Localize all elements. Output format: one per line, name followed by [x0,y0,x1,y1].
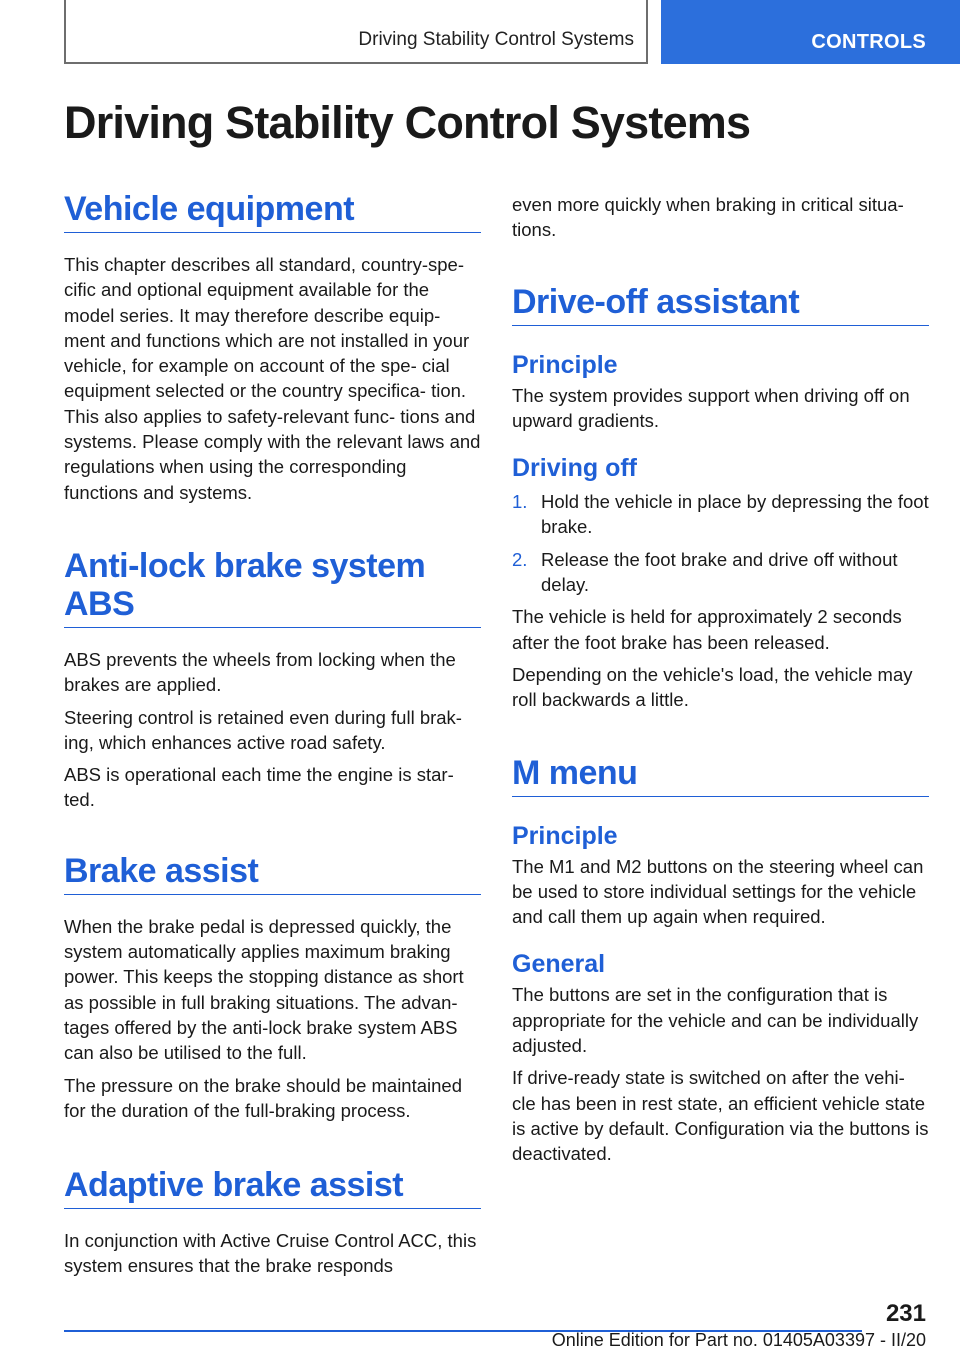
abs-text-2: Steering control is retained even during full brak- ing, which enhances active road safety. [64,706,462,753]
m-menu-general-text-2: If drive-ready state is switched on after the vehi- cle has been in rest state, an efficient vehicle state is active by default. Configuration via the buttons is deactivated. [512,1067,929,1165]
right-column [512,192,929,1167]
m-menu-general-text-1: The buttons are set in the configuration that is appropriate for the vehicle and can be individually adjusted. [512,984,919,1057]
heading-driving-off: Driving off [512,454,637,483]
brake-assist-text-1: When the brake pedal is depressed quickly, the system automatically applies maximum braking power. This keeps the stopping distance as short as possible in full braking situations. The advan- tages offered by the anti-lock brake system ABS can also be utilised to the full. [64,915,464,1064]
vehicle-equipment-text: This chapter describes all standard, country-spe- cific and optional equipment available for the model series. It may therefore describe equip- ment and functions which are not installed in your vehicle, for example on account of the spe- cial equipment selected or the country specifica- tion. This also applies to safety-relevant func- tions and systems. Please comply with the relevant laws and regulations when using the corresponding functions and systems. [64,254,481,503]
heading-abs [64,547,481,628]
heading-abs-line1: Anti-lock brake system [64,546,426,585]
heading-brake-assist: Brake assist [64,852,481,895]
step-text: Release the foot brake and drive off without delay. [541,548,898,596]
step-number: 2. [512,548,528,570]
heading-drive-off-principle: Principle [512,350,618,379]
driving-off-steps [512,489,929,597]
heading-m-menu: M menu [512,754,929,797]
brake-assist-text-2: The pressure on the brake should be maintained for the duration of the full-braking process. [64,1074,463,1121]
heading-abs-line2: ABS [64,584,135,623]
header-tab [661,0,960,64]
header-section-title [64,0,648,64]
step-text: Hold the vehicle in place by depressing the foot brake. [541,491,929,538]
page-title: Driving Stability Control Systems [64,97,751,148]
heading-m-menu-principle: Principle [512,821,618,850]
left-column [64,190,481,1279]
list-item [512,547,929,598]
heading-m-menu-general: General [512,950,606,979]
list-item [512,489,929,540]
header-section-title-text: Driving Stability Control Systems [358,29,634,50]
abs-text-1: ABS prevents the wheels from locking when the brakes are applied. [64,648,456,696]
heading-vehicle-equipment: Vehicle equipment [64,190,481,233]
page-number: 231 [885,1300,926,1327]
header-tab-label: CONTROLS [811,31,926,53]
continued-text: even more quickly when braking in critical situa- tions. [512,194,904,241]
footer-edition: Online Edition for Part no. 01405A03397 - II/20 [551,1330,926,1350]
drive-off-text-2: Depending on the vehicle's load, the vehicle may roll backwards a little. [512,663,913,711]
heading-adaptive-brake-assist: Adaptive brake assist [64,1166,481,1209]
heading-drive-off-assistant: Drive-off assistant [512,283,929,326]
step-number: 1. [512,491,528,513]
abs-text-3: ABS is operational each time the engine is star- ted. [64,764,454,811]
drive-off-principle-text: The system provides support when driving off on upward gradients. [512,384,910,431]
m-menu-principle-text: The M1 and M2 buttons on the steering wheel can be used to store individual settings for the vehicle and call them up again when required. [512,855,924,928]
adaptive-brake-assist-text: In conjunction with Active Cruise Control ACC, this system ensures that the brake responds [64,1230,477,1277]
drive-off-text-1: The vehicle is held for approximately 2 seconds after the foot brake has been released. [512,606,902,653]
